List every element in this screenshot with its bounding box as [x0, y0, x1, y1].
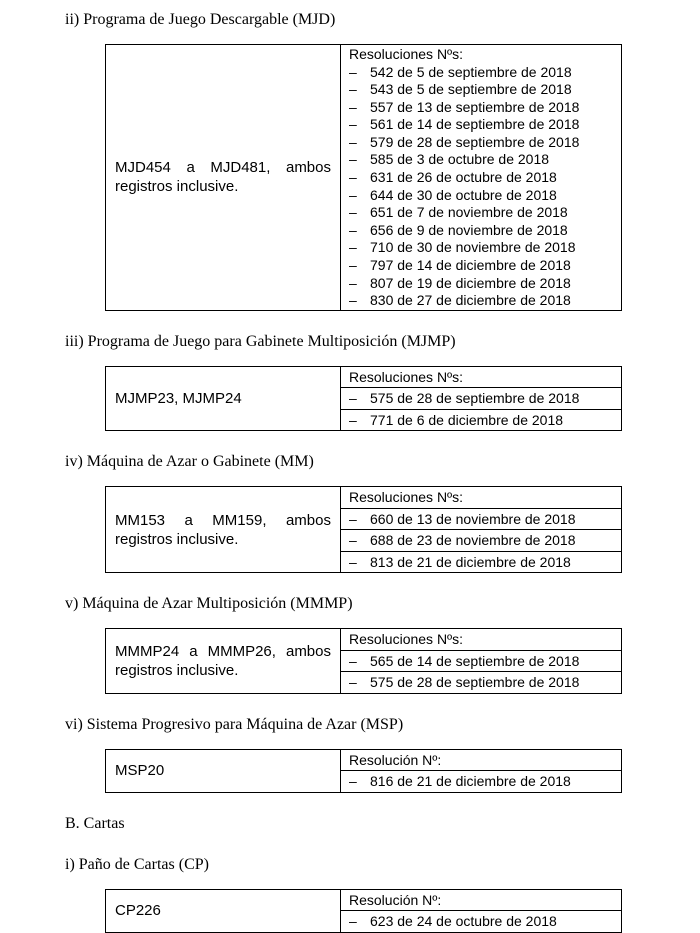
document-section	[65, 332, 642, 432]
section-heading: iv) Máquina de Azar o Gabinete (MM)	[65, 453, 314, 471]
resolutions-cell	[341, 629, 621, 693]
resolution-item	[341, 651, 621, 673]
registry-id-cell	[106, 45, 341, 310]
resolution-item	[341, 911, 621, 932]
resolution-item	[341, 204, 621, 222]
resolution-text: 688 de 23 de noviembre de 2018	[370, 532, 576, 549]
resolution-item	[341, 151, 621, 169]
resolution-item	[341, 239, 621, 257]
list-dash-marker: –	[349, 98, 357, 115]
resolutions-list	[341, 509, 621, 573]
section-heading: i) Paño de Cartas (CP)	[65, 855, 209, 873]
list-dash-marker: –	[349, 221, 357, 238]
resolution-item	[341, 257, 621, 275]
registry-id-text: MJD454 a MJD481, ambos registros inclusive.	[115, 159, 331, 196]
registry-id-text: MMMP24 a MMMP26, ambos registros inclusive.	[115, 643, 331, 680]
resolution-item	[341, 81, 621, 99]
resolution-text: 631 de 26 de octubre de 2018	[370, 169, 557, 186]
resolutions-cell	[341, 890, 621, 932]
resolution-text: 710 de 30 de noviembre de 2018	[370, 239, 576, 256]
resolution-text: 579 de 28 de septiembre de 2018	[370, 133, 580, 150]
resolution-item	[341, 222, 621, 240]
resolution-text: 771 de 6 de diciembre de 2018	[370, 411, 564, 428]
registry-table	[105, 486, 622, 573]
document-section	[65, 855, 642, 933]
resolution-text: 585 de 3 de octubre de 2018	[370, 151, 550, 168]
section-heading: iii) Programa de Juego para Gabinete Multiposición (MJMP)	[65, 332, 456, 350]
list-dash-marker: –	[349, 652, 357, 669]
resolution-text: 565 de 14 de septiembre de 2018	[370, 652, 580, 669]
registry-table	[105, 628, 622, 694]
resolution-item	[341, 388, 621, 410]
resolutions-cell	[341, 45, 621, 310]
list-dash-marker: –	[349, 186, 357, 203]
list-dash-marker: –	[349, 151, 357, 168]
resolution-item	[341, 292, 621, 310]
registry-id-text: MM153 a MM159, ambos registros inclusive.	[115, 511, 331, 548]
resolutions-list	[341, 651, 621, 693]
resolution-text: 543 de 5 de septiembre de 2018	[370, 81, 572, 98]
resolution-text: 623 de 24 de octubre de 2018	[370, 913, 557, 930]
resolutions-list	[341, 911, 621, 932]
list-dash-marker: –	[349, 63, 357, 80]
list-dash-marker: –	[349, 239, 357, 256]
resolutions-header: Resolución Nº:	[341, 750, 621, 772]
list-dash-marker: –	[349, 390, 357, 407]
registry-table	[105, 889, 622, 933]
list-dash-marker: –	[349, 204, 357, 221]
registry-table	[105, 749, 622, 793]
resolution-text: 830 de 27 de diciembre de 2018	[370, 292, 571, 309]
registry-id-cell	[106, 890, 341, 932]
section-heading: B. Cartas	[65, 814, 125, 832]
resolutions-list	[341, 64, 621, 310]
resolution-item	[341, 552, 621, 573]
registry-id-cell	[106, 629, 341, 693]
resolution-text: 813 de 21 de diciembre de 2018	[370, 553, 571, 570]
resolution-item	[341, 672, 621, 693]
resolutions-list	[341, 771, 621, 792]
resolution-text: 542 de 5 de septiembre de 2018	[370, 63, 572, 80]
list-dash-marker: –	[349, 292, 357, 309]
resolution-text: 651 de 7 de noviembre de 2018	[370, 204, 568, 221]
document-section	[65, 814, 642, 834]
registry-id-text: CP226	[115, 902, 161, 920]
resolution-item	[341, 116, 621, 134]
list-dash-marker: –	[349, 913, 357, 930]
list-dash-marker: –	[349, 81, 357, 98]
document-section	[65, 10, 642, 311]
resolution-item	[341, 530, 621, 552]
resolution-text: 797 de 14 de diciembre de 2018	[370, 257, 571, 274]
registry-table	[105, 366, 622, 432]
resolution-text: 656 de 9 de noviembre de 2018	[370, 221, 568, 238]
resolution-text: 807 de 19 de diciembre de 2018	[370, 274, 571, 291]
resolutions-cell	[341, 367, 621, 431]
list-dash-marker: –	[349, 411, 357, 428]
registry-id-cell	[106, 367, 341, 431]
resolution-text: 644 de 30 de octubre de 2018	[370, 186, 557, 203]
section-heading: v) Máquina de Azar Multiposición (MMMP)	[65, 595, 353, 613]
registry-id-text: MSP20	[115, 762, 165, 780]
list-dash-marker: –	[349, 257, 357, 274]
list-dash-marker: –	[349, 510, 357, 527]
section-heading: vi) Sistema Progresivo para Máquina de Azar (MSP)	[65, 715, 404, 733]
resolution-item	[341, 275, 621, 293]
resolutions-header: Resoluciones Nºs:	[341, 487, 621, 509]
resolution-item	[341, 187, 621, 205]
resolution-item	[341, 509, 621, 531]
list-dash-marker: –	[349, 773, 357, 790]
list-dash-marker: –	[349, 674, 357, 691]
registry-table	[105, 44, 622, 311]
resolutions-header: Resoluciones Nºs:	[341, 367, 621, 389]
resolution-item	[341, 771, 621, 792]
resolutions-cell	[341, 750, 621, 792]
resolutions-header: Resolución Nº:	[341, 890, 621, 912]
resolution-text: 557 de 13 de septiembre de 2018	[370, 98, 580, 115]
resolution-text: 561 de 14 de septiembre de 2018	[370, 116, 580, 133]
list-dash-marker: –	[349, 116, 357, 133]
list-dash-marker: –	[349, 133, 357, 150]
resolution-item	[341, 99, 621, 117]
resolution-text: 575 de 28 de septiembre de 2018	[370, 674, 580, 691]
resolutions-header: Resoluciones Nºs:	[341, 629, 621, 651]
registry-id-cell	[106, 750, 341, 792]
list-dash-marker: –	[349, 532, 357, 549]
registry-id-cell	[106, 487, 341, 572]
resolution-item	[341, 64, 621, 82]
resolutions-cell	[341, 487, 621, 572]
resolution-item	[341, 169, 621, 187]
resolution-item	[341, 134, 621, 152]
document-section	[65, 594, 642, 694]
list-dash-marker: –	[349, 553, 357, 570]
section-heading: ii) Programa de Juego Descargable (MJD)	[65, 11, 336, 28]
resolutions-header: Resoluciones Nºs:	[349, 46, 464, 62]
list-dash-marker: –	[349, 274, 357, 291]
resolutions-list	[341, 388, 621, 430]
document-section	[65, 452, 642, 573]
resolution-text: 816 de 21 de diciembre de 2018	[370, 773, 571, 790]
resolution-text: 660 de 13 de noviembre de 2018	[370, 510, 576, 527]
registry-id-text: MJMP23, MJMP24	[115, 390, 242, 408]
document-section	[65, 715, 642, 793]
resolution-item	[341, 410, 621, 431]
resolution-text: 575 de 28 de septiembre de 2018	[370, 390, 580, 407]
list-dash-marker: –	[349, 169, 357, 186]
